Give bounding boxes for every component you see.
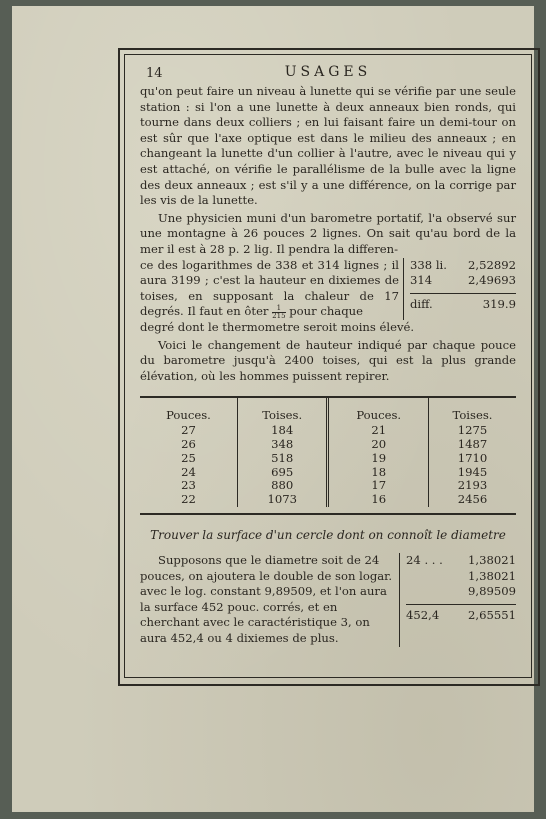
fraction-numerator: 1 bbox=[272, 305, 285, 313]
table-cell: 21 bbox=[328, 424, 429, 438]
paragraph-barometer-body bbox=[140, 258, 399, 320]
table-cell: 19 bbox=[328, 452, 429, 466]
table-cell: 23 bbox=[140, 479, 237, 493]
table-row bbox=[140, 452, 516, 466]
table-cell: 880 bbox=[237, 479, 328, 493]
paragraph-level: qu'on peut faire un niveau à lunette qui se vérifie par une seule station : si l'on a une lunette à deux anneaux bien ronds, qui tourne dans deux colliers ; en lui faisant faire un demi-tour on est sûr que l'axe optique est dans le milieu des anneaux ; en changeant la lunette d'un collier à l'autre, avec le niveau qui y est attaché, on vérifie le parallélisme de la bulle avec la ligne des deux anneaux ; est s'il y a une différence, on la corrige par les vis de la lunette. bbox=[140, 84, 516, 208]
paragraph-table-intro: Voici le changement de hauteur indiqué par chaque pouce du barometre jusqu'à 2400 toises, qui est la plus grande élévation, où les hommes puissent repirer. bbox=[140, 337, 516, 383]
table-cell: 2456 bbox=[457, 492, 488, 507]
table-cell: 17 bbox=[328, 479, 429, 493]
page-header bbox=[140, 62, 516, 84]
calc2-rule bbox=[406, 604, 516, 605]
calc2-value-2: 1,38021 bbox=[468, 568, 516, 583]
table-cell: 24 bbox=[140, 466, 237, 480]
running-title: USAGES bbox=[284, 64, 372, 80]
table-cell: 1945 bbox=[457, 464, 488, 479]
log-calculation bbox=[403, 258, 516, 320]
table-cell: 1710 bbox=[457, 450, 488, 465]
barometer-calculation-block bbox=[140, 258, 516, 320]
table-row bbox=[140, 466, 516, 480]
table-cell: 2193 bbox=[457, 478, 488, 493]
calc2-label-24: 24 . . . bbox=[406, 553, 443, 568]
table-cell: 20 bbox=[328, 438, 429, 452]
fraction bbox=[272, 305, 285, 320]
table-rule-bottom bbox=[140, 513, 516, 515]
header-toises-2: Toises. bbox=[452, 408, 493, 423]
table-cell: 27 bbox=[140, 424, 237, 438]
calc2-value-1: 1,38021 bbox=[468, 553, 516, 568]
calc-label-diff: diff. bbox=[410, 296, 433, 311]
table-row bbox=[140, 424, 516, 438]
table-cell: 518 bbox=[237, 452, 328, 466]
section-title: Trouver la surface d'un cercle dont on connoît le diametre bbox=[150, 528, 506, 543]
calc-value-314: 2,49693 bbox=[468, 273, 516, 288]
paragraph-circle: Supposons que le diametre soit de 24 pouces, on ajoutera le double de son logar. avec le log. constant 9,89509, et l'on aura la surface 452 pouc. corrés, et en cherchant avec le caractéristique 3, on aura 452,4 ou 4 dixiemes de plus. bbox=[140, 553, 393, 646]
table-cell: 348 bbox=[237, 438, 328, 452]
table-row bbox=[140, 438, 516, 452]
calc-rule bbox=[410, 293, 516, 294]
table-cell: 26 bbox=[140, 438, 237, 452]
table-cell: 695 bbox=[237, 466, 328, 480]
header-pouces-1: Pouces. bbox=[140, 398, 237, 424]
page-content bbox=[140, 62, 516, 647]
altitude-table bbox=[140, 398, 516, 507]
paragraph-barometer-text: ce des logarithmes de 338 et 314 lignes ; il aura 3199 ; c'est la hauteur en dixiemes de toises, en supposant la chaleur de 17 degrés. Il faut en ôter bbox=[140, 257, 399, 319]
calc2-value-4: 2,65551 bbox=[468, 607, 516, 622]
circle-log-calculation bbox=[399, 553, 516, 647]
fraction-denominator: 215 bbox=[272, 311, 286, 320]
calc-value-diff: 319.9 bbox=[482, 296, 516, 311]
table-cell: 1275 bbox=[457, 423, 488, 438]
table-cell: 18 bbox=[328, 466, 429, 480]
table-cell: 16 bbox=[328, 493, 429, 507]
header-pouces-2: Pouces. bbox=[328, 398, 429, 424]
page-number: 14 bbox=[146, 66, 163, 81]
calc-value-338: 2,52892 bbox=[468, 257, 516, 272]
circle-calculation-block bbox=[140, 553, 516, 647]
table-cell: 1073 bbox=[237, 493, 328, 507]
paragraph-barometer-end: degré dont le thermometre seroit moins élevé. bbox=[140, 319, 415, 334]
paragraph-barometer-after: pour chaque bbox=[289, 304, 363, 319]
header-toises-1: Toises. bbox=[237, 398, 328, 424]
calc2-label-452: 452,4 bbox=[406, 607, 440, 622]
calc2-value-3: 9,89509 bbox=[468, 584, 516, 599]
table-row bbox=[140, 479, 516, 493]
table-cell: 1487 bbox=[457, 437, 488, 452]
paragraph-barometer-intro: Une physicien muni d'un barometre portatif, l'a observé sur une montagne à 26 pouces 2 lignes. On sait qu'au bord de la mer il est à 28 p. 2 lig. Il pendra la differen- bbox=[140, 210, 516, 256]
table-cell: 184 bbox=[237, 424, 328, 438]
table-header-row bbox=[140, 398, 516, 424]
table-row bbox=[140, 493, 516, 507]
table-cell: 25 bbox=[140, 452, 237, 466]
calc-label-314: 314 bbox=[410, 273, 433, 288]
table-cell: 22 bbox=[140, 493, 237, 507]
calc-label-338: 338 li. bbox=[410, 257, 447, 272]
